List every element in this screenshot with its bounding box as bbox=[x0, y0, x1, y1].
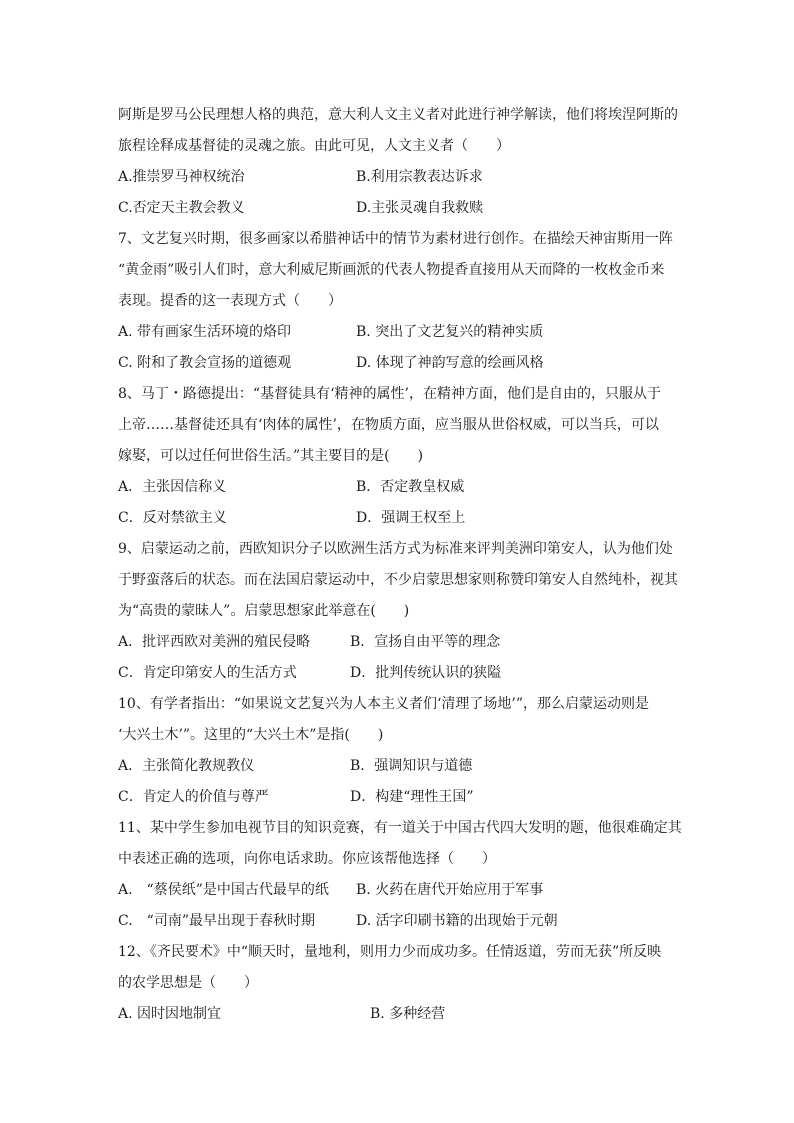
question-12 bbox=[118, 937, 683, 1030]
question-stem-line: 表现。提香的这一表现方式（ ） bbox=[118, 293, 342, 309]
options-row bbox=[118, 875, 683, 906]
options-row bbox=[118, 317, 683, 348]
option-b[interactable]: B．强调知识与道德 bbox=[350, 758, 473, 774]
option-b[interactable]: B.利用宗教表达诉求 bbox=[356, 169, 483, 185]
question-8 bbox=[118, 379, 683, 534]
question-10 bbox=[118, 689, 683, 813]
question-stem-line: ‘大兴土木’”。这里的“大兴土木”是指( ) bbox=[118, 727, 384, 743]
option-a[interactable]: A. 带有画家生活环境的烙印 bbox=[118, 324, 292, 340]
question-6 bbox=[118, 100, 683, 224]
options-row bbox=[118, 906, 683, 937]
option-c[interactable]: C．肯定人的价值与尊严 bbox=[118, 789, 269, 805]
options-row bbox=[118, 162, 683, 193]
question-stem-line: 上帝……基督徒还具有‘肉体的属性’，在物质方面，应当服从世俗权威，可以当兵，可以 bbox=[118, 417, 659, 433]
options-row bbox=[118, 472, 683, 503]
question-list bbox=[118, 100, 683, 1030]
question-stem-line: 7、文艺复兴时期，很多画家以希腊神话中的情节为素材进行创作。在描绘天神宙斯用一阵 bbox=[118, 231, 673, 247]
option-c[interactable]: C. 附和了教会宣扬的道德观 bbox=[118, 355, 292, 371]
option-a[interactable]: A. 因时因地制宜 bbox=[118, 1006, 222, 1022]
question-stem-line: 于野蛮落后的状态。而在法国启蒙运动中，不少启蒙思想家则称赞印第安人自然纯朴，视其 bbox=[118, 572, 678, 588]
question-stem-line: 旅程诠释成基督徒的灵魂之旅。由此可见，人文主义者（ ） bbox=[118, 138, 510, 154]
option-b[interactable]: B. 火药在唐代开始应用于军事 bbox=[356, 882, 544, 898]
question-stem-line: 8、马丁・路德提出：“基督徒具有‘精神的属性’，在精神方面，他们是自由的，只服从于 bbox=[118, 386, 661, 402]
question-stem-line: 为“高贵的蒙昧人”。启蒙思想家此举意在( ) bbox=[118, 603, 410, 619]
options-row bbox=[118, 782, 683, 813]
option-d[interactable]: D．批判传统认识的狭隘 bbox=[350, 665, 502, 681]
options-row bbox=[118, 658, 683, 689]
options-row bbox=[118, 503, 683, 534]
option-a[interactable]: A．主张简化教规教仪 bbox=[118, 758, 255, 774]
question-7 bbox=[118, 224, 683, 379]
options-row bbox=[118, 348, 683, 379]
options-row bbox=[118, 193, 683, 224]
option-b[interactable]: B．否定教皇权威 bbox=[356, 479, 465, 495]
option-c[interactable]: C.否定天主教会教义 bbox=[118, 200, 245, 216]
option-b[interactable]: B. 突出了文艺复兴的精神实质 bbox=[356, 324, 544, 340]
option-d[interactable]: D. 体现了神韵写意的绘画风格 bbox=[356, 355, 544, 371]
question-9 bbox=[118, 534, 683, 689]
option-a[interactable]: A.推崇罗马神权统治 bbox=[118, 169, 245, 185]
question-stem-line: 嫁娶，可以过任何世俗生活。”其主要目的是( ) bbox=[118, 448, 424, 464]
options-row bbox=[118, 751, 683, 782]
question-stem-line: 11、某中学生参加电视节目的知识竞赛，有一道关于中国古代四大发明的题，他很难确定其 bbox=[118, 820, 682, 836]
question-stem-line: 12、《齐民要术》中“顺天时，量地利，则用力少而成功多。任情返道，劳而无获”所反映 bbox=[118, 944, 662, 960]
options-row bbox=[118, 999, 683, 1030]
option-d[interactable]: D．强调王权至上 bbox=[356, 510, 466, 526]
option-c[interactable]: C．反对禁欲主义 bbox=[118, 510, 227, 526]
question-11 bbox=[118, 813, 683, 937]
options-row bbox=[118, 627, 683, 658]
option-b[interactable]: B．宣扬自由平等的理念 bbox=[350, 634, 501, 650]
option-a[interactable]: A．主张因信称义 bbox=[118, 479, 227, 495]
option-a[interactable]: A．批评西欧对美洲的殖民侵略 bbox=[118, 634, 311, 650]
question-stem-line: 的农学思想是（ ） bbox=[118, 975, 258, 991]
option-c[interactable]: C. “司南”最早出现于春秋时期 bbox=[118, 913, 315, 929]
option-d[interactable]: D. 活字印刷书籍的出现始于元朝 bbox=[356, 913, 558, 929]
question-stem-line: “黄金雨”吸引人们时，意大利威尼斯画派的代表人物提香直接用从天而降的一枚枚金币来 bbox=[118, 262, 665, 278]
question-stem-line: 10、有学者指出：“如果说文艺复兴为人本主义者们‘清理了场地’”，那么启蒙运动则是 bbox=[118, 696, 650, 712]
option-c[interactable]: C．肯定印第安人的生活方式 bbox=[118, 665, 297, 681]
question-stem-line: 阿斯是罗马公民理想人格的典范，意大利人文主义者对此进行神学解读，他们将埃涅阿斯的 bbox=[118, 107, 678, 123]
option-b[interactable]: B. 多种经营 bbox=[370, 1006, 446, 1022]
question-stem-line: 中表述正确的选项，向你电话求助。你应该帮他选择（ ） bbox=[118, 851, 496, 867]
option-d[interactable]: D．构建“理性王国” bbox=[350, 789, 474, 805]
question-stem-line: 9、启蒙运动之前，西欧知识分子以欧洲生活方式为标准来评判美洲印第安人，认为他们处 bbox=[118, 541, 673, 557]
option-a[interactable]: A. “蔡侯纸”是中国古代最早的纸 bbox=[118, 882, 329, 898]
option-d[interactable]: D.主张灵魂自我救赎 bbox=[356, 200, 484, 216]
